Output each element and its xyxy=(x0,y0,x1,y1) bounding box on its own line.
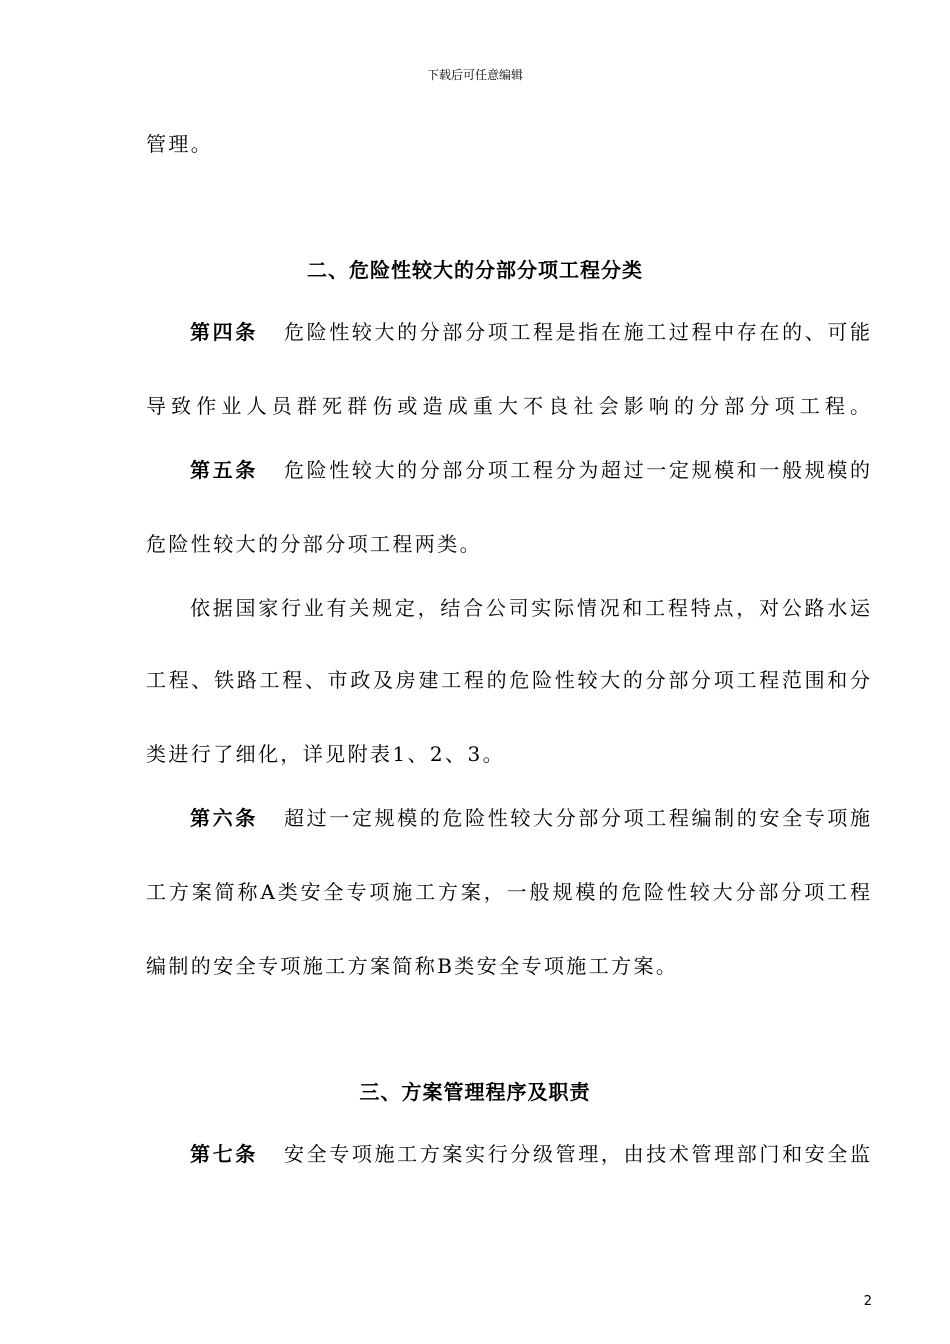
page-header: 下载后可任意编辑 xyxy=(426,68,523,82)
article-label: 第五条 xyxy=(190,458,258,482)
page-number: 2 xyxy=(863,1294,872,1309)
paragraph-line: 工程、铁路工程、市政及房建工程的危险性较大的分部分项工程范围和分 xyxy=(146,668,870,692)
paragraph-line: 管理。 xyxy=(146,132,214,156)
section-heading-3: 三、方案管理程序及职责 xyxy=(359,1080,591,1104)
article-text: 危险性较大的分部分项工程是指在施工过程中存在的、可能 xyxy=(283,320,871,344)
paragraph-line: 危险性较大的分部分项工程两类。 xyxy=(146,532,482,556)
paragraph-line: 类进行了细化，详见附表1、2、3。 xyxy=(146,742,505,766)
article-7 xyxy=(190,1140,870,1168)
paragraph-line: 编制的安全专项施工方案简称B类安全专项施工方案。 xyxy=(146,954,679,978)
paragraph-line: 依据国家行业有关规定，结合公司实际情况和工程特点，对公路水运 xyxy=(190,596,870,620)
section-heading-2: 二、危险性较大的分部分项工程分类 xyxy=(307,258,643,282)
article-text: 危险性较大的分部分项工程分为超过一定规模和一般规模的 xyxy=(283,458,871,482)
article-4 xyxy=(190,318,870,346)
article-label: 第四条 xyxy=(190,320,258,344)
article-text: 安全专项施工方案实行分级管理，由技术管理部门和安全监 xyxy=(283,1142,871,1166)
article-text: 超过一定规模的危险性较大分部分项工程编制的安全专项施 xyxy=(283,806,871,830)
paragraph-line: 工方案简称A类安全专项施工方案，一般规模的危险性较大分部分项工程 xyxy=(146,880,870,904)
article-label: 第七条 xyxy=(190,1142,258,1166)
article-6 xyxy=(190,804,870,832)
paragraph-line: 导致作业人员群死群伤或造成重大不良社会影响的分部分项工程。 xyxy=(146,394,870,418)
article-label: 第六条 xyxy=(190,806,258,830)
article-5 xyxy=(190,456,870,484)
